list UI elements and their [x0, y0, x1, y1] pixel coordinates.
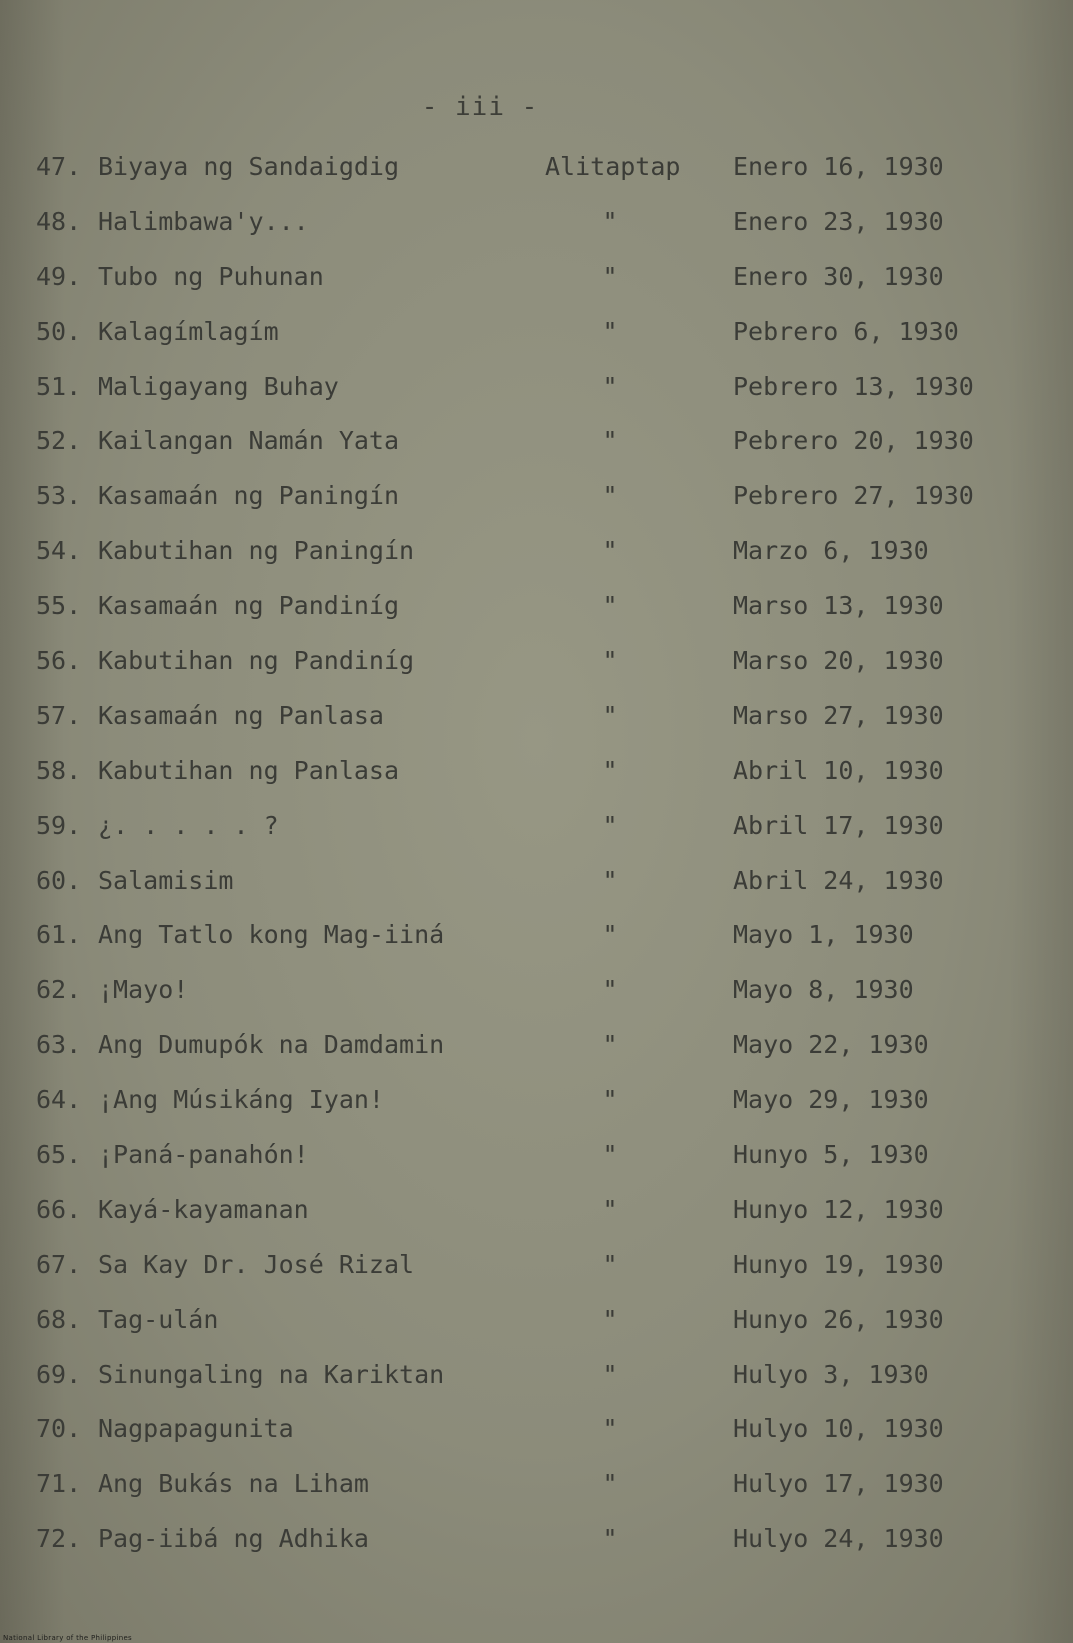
entry-date: Pebrero 20, 1930	[733, 426, 974, 456]
entry-title: Ang Tatlo kong Mag-iiná	[98, 920, 445, 950]
list-item	[0, 145, 1073, 200]
entry-title: Ang Dumupók na Damdamin	[98, 1030, 445, 1060]
entry-publication: "	[602, 1140, 618, 1170]
entry-publication: "	[602, 371, 618, 401]
entry-title: Kailangan Namán Yata	[98, 426, 400, 456]
entry-list	[0, 145, 1073, 1572]
entry-title: Tag-ulán	[98, 1304, 219, 1334]
entry-date: Enero 23, 1930	[733, 206, 944, 236]
list-item	[0, 584, 1073, 639]
entry-number: 54.	[36, 536, 82, 566]
list-item	[0, 1298, 1073, 1353]
entry-publication: "	[602, 755, 618, 785]
entry-number: 67.	[36, 1249, 82, 1279]
entry-publication: "	[602, 865, 618, 895]
entry-title: Nagpapagunita	[98, 1414, 294, 1444]
entry-number: 55.	[36, 591, 82, 621]
entry-title: Kabutihan ng Paningín	[98, 536, 415, 566]
entry-publication: "	[602, 1194, 618, 1224]
list-item	[0, 1353, 1073, 1408]
entry-date: Marso 27, 1930	[733, 700, 944, 730]
entry-date: Mayo 8, 1930	[733, 975, 914, 1005]
entry-publication: "	[602, 1469, 618, 1499]
list-item	[0, 694, 1073, 749]
entry-date: Hulyo 24, 1930	[733, 1524, 944, 1554]
entry-publication: "	[602, 1030, 618, 1060]
list-item	[0, 1188, 1073, 1243]
list-item	[0, 200, 1073, 255]
entry-date: Mayo 22, 1930	[733, 1030, 929, 1060]
entry-date: Marso 20, 1930	[733, 646, 944, 676]
entry-number: 64.	[36, 1085, 82, 1115]
entry-number: 58.	[36, 755, 82, 785]
entry-date: Enero 30, 1930	[733, 261, 944, 291]
list-item	[0, 365, 1073, 420]
list-item	[0, 310, 1073, 365]
entry-publication: "	[602, 1085, 618, 1115]
entry-title: Biyaya ng Sandaigdig	[98, 152, 400, 181]
entry-publication: "	[602, 426, 618, 456]
list-item	[0, 1133, 1073, 1188]
list-item	[0, 474, 1073, 529]
entry-number: 63.	[36, 1030, 82, 1060]
entry-number: 72.	[36, 1524, 82, 1554]
entry-title: Kasamaán ng Paningín	[98, 481, 400, 511]
entry-publication: "	[602, 700, 618, 730]
entry-title: Kayá-kayamanan	[98, 1194, 309, 1224]
entry-date: Hunyo 19, 1930	[733, 1249, 944, 1279]
entry-publication: "	[602, 920, 618, 950]
list-item	[0, 749, 1073, 804]
list-item	[0, 1462, 1073, 1517]
entry-publication: "	[602, 975, 618, 1005]
entry-title: ¡Mayo!	[98, 975, 189, 1005]
entry-date: Hulyo 3, 1930	[733, 1359, 929, 1389]
list-item	[0, 1023, 1073, 1078]
entry-title: Halimbawa'y...	[98, 206, 309, 236]
entry-publication: "	[602, 646, 618, 676]
entry-publication: "	[602, 481, 618, 511]
entry-number: 48.	[36, 206, 82, 236]
entry-number: 49.	[36, 261, 82, 291]
entry-date: Mayo 29, 1930	[733, 1085, 929, 1115]
entry-number: 47.	[36, 152, 82, 181]
entry-publication: "	[602, 591, 618, 621]
entry-number: 65.	[36, 1140, 82, 1170]
entry-date: Hulyo 10, 1930	[733, 1414, 944, 1444]
entry-title: Ang Bukás na Liham	[98, 1469, 369, 1499]
entry-publication: "	[602, 1249, 618, 1279]
list-item	[0, 1078, 1073, 1133]
list-item	[0, 1517, 1073, 1572]
list-item	[0, 859, 1073, 914]
entry-number: 70.	[36, 1414, 82, 1444]
entry-date: Hulyo 17, 1930	[733, 1469, 944, 1499]
entry-number: 52.	[36, 426, 82, 456]
entry-number: 68.	[36, 1304, 82, 1334]
list-item	[0, 1243, 1073, 1298]
entry-date: Pebrero 6, 1930	[733, 316, 959, 346]
entry-number: 62.	[36, 975, 82, 1005]
entry-date: Abril 24, 1930	[733, 865, 944, 895]
list-item	[0, 419, 1073, 474]
entry-title: Sinungaling na Kariktan	[98, 1359, 445, 1389]
entry-title: ¡Paná-panahón!	[98, 1140, 309, 1170]
list-item	[0, 1407, 1073, 1462]
entry-publication: "	[602, 261, 618, 291]
entry-number: 50.	[36, 316, 82, 346]
entry-number: 56.	[36, 646, 82, 676]
footer-credit: National Library of the Philippines	[3, 1634, 132, 1642]
entry-number: 66.	[36, 1194, 82, 1224]
entry-date: Abril 10, 1930	[733, 755, 944, 785]
entry-number: 53.	[36, 481, 82, 511]
entry-date: Pebrero 13, 1930	[733, 371, 974, 401]
entry-title: Salamisim	[98, 865, 234, 895]
entry-number: 69.	[36, 1359, 82, 1389]
entry-publication: "	[602, 316, 618, 346]
entry-date: Enero 16, 1930	[733, 152, 944, 181]
entry-title: ¡Ang Músikáng Iyan!	[98, 1085, 384, 1115]
entry-number: 59.	[36, 810, 82, 840]
entry-title: Kasamaán ng Pandiníg	[98, 591, 400, 621]
entry-date: Marzo 6, 1930	[733, 536, 929, 566]
entry-title: Tubo ng Puhunan	[98, 261, 324, 291]
entry-date: Hunyo 12, 1930	[733, 1194, 944, 1224]
entry-publication: "	[602, 1304, 618, 1334]
list-item	[0, 913, 1073, 968]
list-item	[0, 804, 1073, 859]
entry-publication: "	[602, 536, 618, 566]
list-item	[0, 529, 1073, 584]
entry-number: 60.	[36, 865, 82, 895]
entry-title: Maligayang Buhay	[98, 371, 339, 401]
entry-number: 71.	[36, 1469, 82, 1499]
page-number: - iii -	[421, 92, 539, 122]
entry-title: Kalagímlagím	[98, 316, 279, 346]
list-item	[0, 968, 1073, 1023]
entry-number: 51.	[36, 371, 82, 401]
entry-date: Pebrero 27, 1930	[733, 481, 974, 511]
entry-publication: "	[602, 1359, 618, 1389]
entry-publication: "	[602, 810, 618, 840]
entry-publication: "	[602, 1524, 618, 1554]
entry-title: Kasamaán ng Panlasa	[98, 700, 384, 730]
entry-title: ¿. . . . . ?	[98, 810, 279, 840]
entry-date: Marso 13, 1930	[733, 591, 944, 621]
list-item	[0, 255, 1073, 310]
list-item	[0, 639, 1073, 694]
entry-number: 57.	[36, 700, 82, 730]
entry-title: Kabutihan ng Pandiníg	[98, 646, 415, 676]
entry-publication: "	[602, 1414, 618, 1444]
entry-title: Kabutihan ng Panlasa	[98, 755, 400, 785]
entry-date: Hunyo 26, 1930	[733, 1304, 944, 1334]
entry-date: Mayo 1, 1930	[733, 920, 914, 950]
entry-title: Pag-iibá ng Adhika	[98, 1524, 369, 1554]
entry-title: Sa Kay Dr. José Rizal	[98, 1249, 415, 1279]
entry-publication: "	[602, 206, 618, 236]
entry-date: Hunyo 5, 1930	[733, 1140, 929, 1170]
entry-date: Abril 17, 1930	[733, 810, 944, 840]
entry-number: 61.	[36, 920, 82, 950]
entry-publication: Alitaptap	[545, 152, 681, 181]
